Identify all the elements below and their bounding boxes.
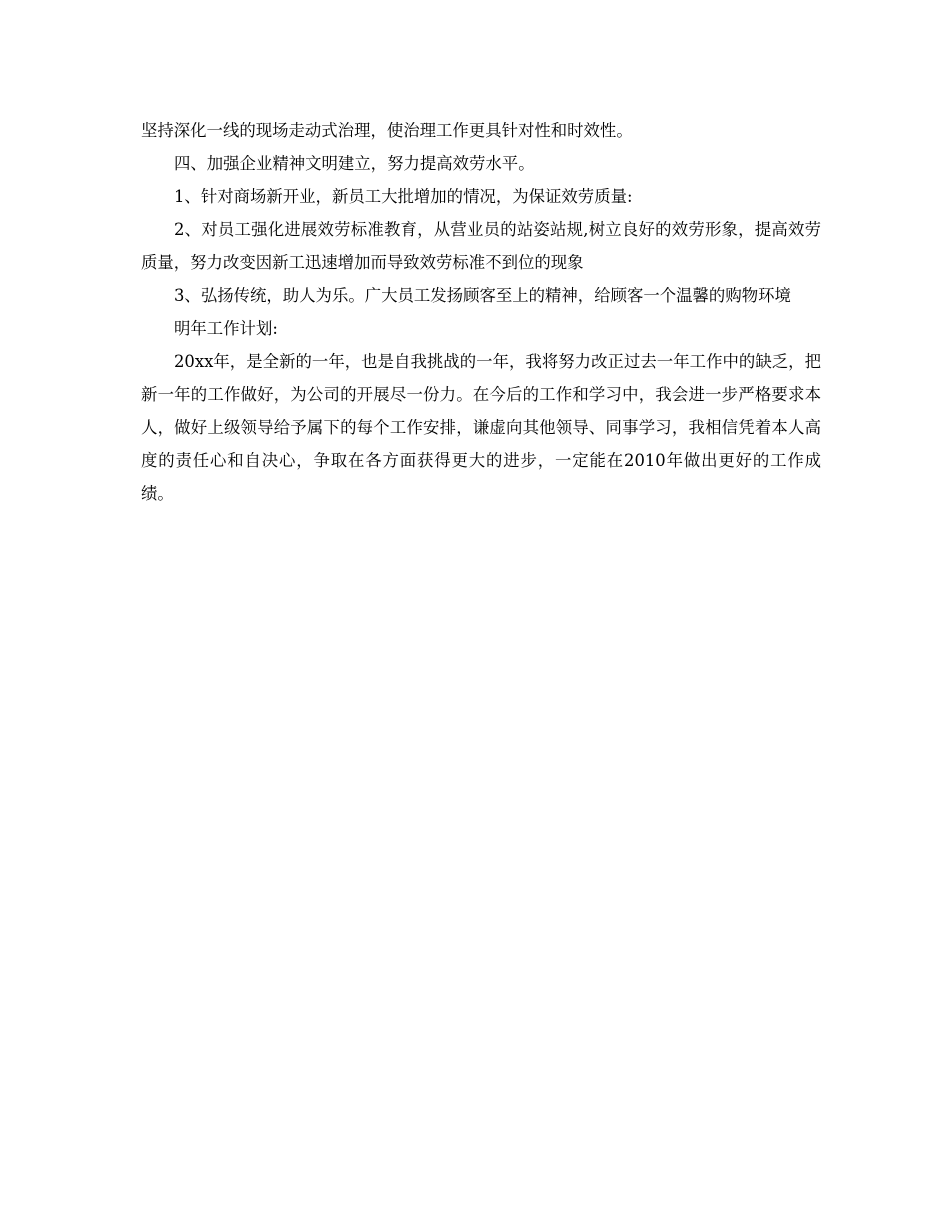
plan-heading: 明年工作计划: bbox=[174, 319, 278, 338]
list-item-3: 3、弘扬传统，助人为乐。广大员工发扬顾客至上的精神，给顾客一个温馨的购物环境 bbox=[174, 286, 791, 305]
section-heading-four: 四、加强企业精神文明建立，努力提高效劳水平。 bbox=[174, 154, 535, 173]
list-item-2: 2、对员工强化进展效劳标准教育，从营业员的站姿站规,树立良好的效劳形象，提高效劳质量，努力改变因新工迅速增加而导致效劳标准不到位的现象 bbox=[141, 220, 821, 272]
paragraph-continuation: 坚持深化一线的现场走动式治理，使治理工作更具针对性和时效性。 bbox=[141, 121, 633, 140]
plan-paragraph: 20xx年，是全新的一年，也是自我挑战的一年，我将努力改正过去一年工作中的缺乏，把新一年的工作做好，为公司的开展尽一份力。在今后的工作和学习中，我会进一步严格要求本人，做好上级领导给予属下的每个工作安排，谦虚向其他领导、同事学习，我相信凭着本人高度的责任心和自决心，争取在各方面获得更大的进步，一定能在2010年做出更好的工作成绩。 bbox=[141, 352, 821, 503]
list-item-1: 1、针对商场新开业，新员工大批增加的情况，为保证效劳质量: bbox=[174, 187, 633, 206]
document-body bbox=[141, 114, 821, 510]
